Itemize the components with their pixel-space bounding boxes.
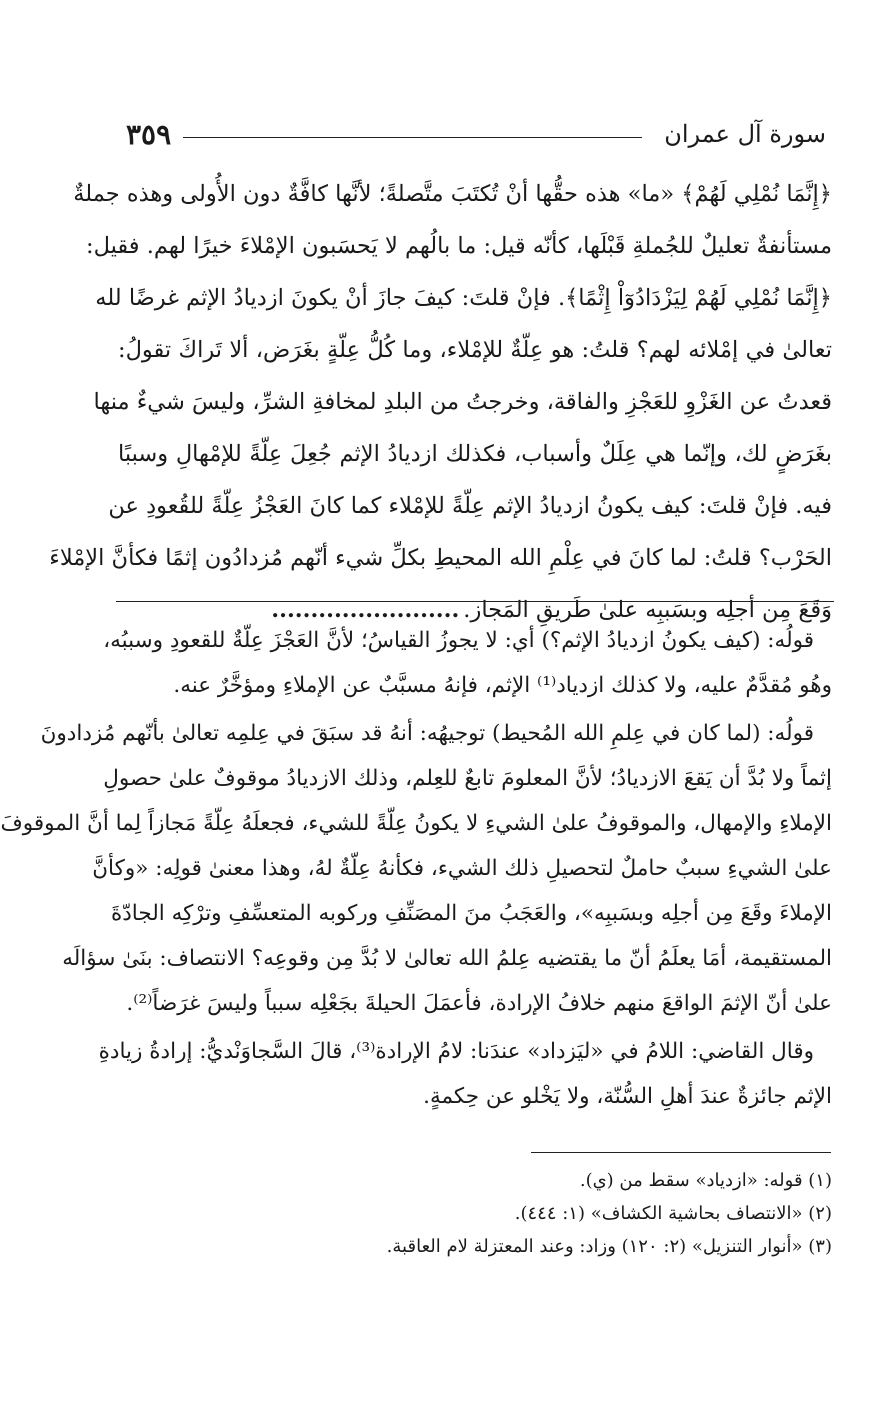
main-line: تعالىٰ في إمْلائه لهم؟ قلتُ: هو عِلّةٌ للإمْلاء، وما كُلُّ عِلّةٍ بغَرَض، ألا تَراكَ تقولُ: bbox=[118, 337, 832, 363]
main-text bbox=[49, 168, 832, 636]
commentary-line: الإملاءِ والإمهال، والموقوفُ علىٰ الشيءِ لا يكونُ عِلّةً للشيء، فجعلَهُ عِلّةً مَجازاً لِما أنَّ الموقوفَ bbox=[0, 811, 832, 836]
main-line: ﴿إِنَّمَا نُمْلِي لَهُمْ﴾ «ما» هذه حقُّها أنْ تُكتَبَ متَّصلةً؛ لأنَّها كافَّةٌ دون الأُولى وهذه جملةٌ bbox=[73, 181, 832, 207]
commentary-line: وهُو مُقدَّمٌ عليه، ولا كذلك ازدياد⁽¹⁾ الإثم، فإنهُ مسبَّبٌ عن الإملاءِ ومؤخَّرٌ عنه. bbox=[173, 673, 832, 698]
main-line: الحَرْب؟ قلتُ: لما كانَ في عِلْمِ الله المحيطِ بكلِّ شيء أنّهم مُزدادُون إثمًا فكأنَّ الإمْلاءَ bbox=[49, 545, 832, 571]
main-line: ﴿إِنَّمَا نُمْلِي لَهُمْ لِيَزْدَادُوٓاْ إِثْمًا﴾. فإنْ قلتَ: كيفَ جازَ أنْ يكونَ ازديادُ الإثم غرضًا لله bbox=[95, 285, 832, 311]
commentary-line: الإثم جائزةٌ عندَ أهلِ السُّنّة، ولا يَخْلو عن حِكمةٍ. bbox=[423, 1084, 832, 1109]
main-line: فيه. فإنْ قلتَ: كيف يكونُ ازديادُ الإثم عِلّةً للإمْلاء كما كانَ العَجْزُ عِلّةً للقُعودِ عن bbox=[108, 493, 832, 519]
running-header bbox=[126, 112, 826, 156]
footnote-1: (١) قوله: «ازدياد» سقط من (ي). bbox=[579, 1170, 832, 1191]
main-line: قعدتُ عن الغَزْوِ للعَجْزِ والفاقة، وخرجتُ من البلدِ لمخافةِ الشرِّ، وليسَ شيءٌ منها bbox=[93, 389, 832, 415]
commentary bbox=[0, 618, 832, 1119]
commentary-line: إثماً ولا بُدَّ أن يَقعَ الازديادُ؛ لأنَّ المعلومَ تابعٌ للعِلم، وذلك الازديادُ موقوفٌ علىٰ حصولِ bbox=[103, 766, 832, 791]
leader-dots: ........................ bbox=[271, 597, 460, 623]
commentary-line: قولُه: (لما كان في عِلمِ الله المُحيط) توجيهُه: أنهُ قد سبَقَ في عِلمِه تعالىٰ بأنّهم مُزدادونَ bbox=[40, 721, 814, 746]
main-line: مستأنفةٌ تعليلٌ للجُملةِ قَبْلَها، كأنّه قيل: ما بالُهم لا يَحسَبون الإمْلاءَ خيرًا لهم. فقيل: bbox=[86, 233, 832, 259]
footnote-3: (٣) «أنوار التنزيل» (٢: ١٢٠) وزاد: وعند المعتزلة لام العاقبة. bbox=[386, 1236, 832, 1257]
commentary-line: قولُه: (كيف يكونُ ازديادُ الإثم؟) أي: لا يجوزُ القياسُ؛ لأنَّ العَجْزَ عِلّةٌ للقعودِ وسببُه، bbox=[103, 628, 814, 653]
footnote-rule bbox=[531, 1152, 831, 1153]
main-line-text: وَقَعَ مِن أجلِه وبسَببِه علىٰ طَريقِ المَجاز. bbox=[463, 597, 832, 623]
footnotes bbox=[118, 1164, 832, 1263]
commentary-line: علىٰ الشيءِ سببٌ حاملٌ لتحصيلِ ذلك الشيء، فكأنهُ عِلّةٌ لهُ، وهذا معنىٰ قولِه: «وكأنَّ bbox=[92, 856, 832, 881]
commentary-line: الإملاءَ وقَعَ مِن أجلِه وبسَببِه»، والعَجَبُ منَ المصَنِّفِ وركوبه المتعسِّفِ وترْكِه الجادّةَ bbox=[110, 901, 832, 926]
header-rule bbox=[183, 137, 642, 138]
commentary-line: المستقيمة، أمَا يعلَمُ أنّ ما يقتضيه عِلمُ الله تعالىٰ لا بُدَّ مِن وقوعِه؟ الانتصاف: بنَىٰ سؤالَه bbox=[62, 946, 832, 971]
text-separator-rule bbox=[116, 601, 834, 602]
commentary-line: علىٰ أنّ الإثمَ الواقعَ منهم خلافُ الإرادة، فأعمَلَ الحيلةَ بجَعْلِه سبباً وليسَ غرَضاً⁽²⁾. bbox=[126, 991, 832, 1016]
surah-title: سورة آل عمران bbox=[664, 120, 826, 148]
page-number: ٣٥٩ bbox=[126, 117, 172, 151]
footnote-2: (٢) «الانتصاف بحاشية الكشاف» (١: ٤٤٤). bbox=[514, 1203, 832, 1224]
commentary-line: وقال القاضي: اللامُ في «ليَزداد» عندَنا: لامُ الإرادة⁽³⁾، قالَ السَّجاوَنْديُّ: إرادةُ زيادةِ bbox=[98, 1039, 814, 1064]
main-line: بغَرَضٍ لك، وإنّما هي عِلَلٌ وأسباب، فكذلك ازديادُ الإثم جُعِلَ عِلّةً للإمْهالِ وسببًا bbox=[118, 441, 832, 467]
